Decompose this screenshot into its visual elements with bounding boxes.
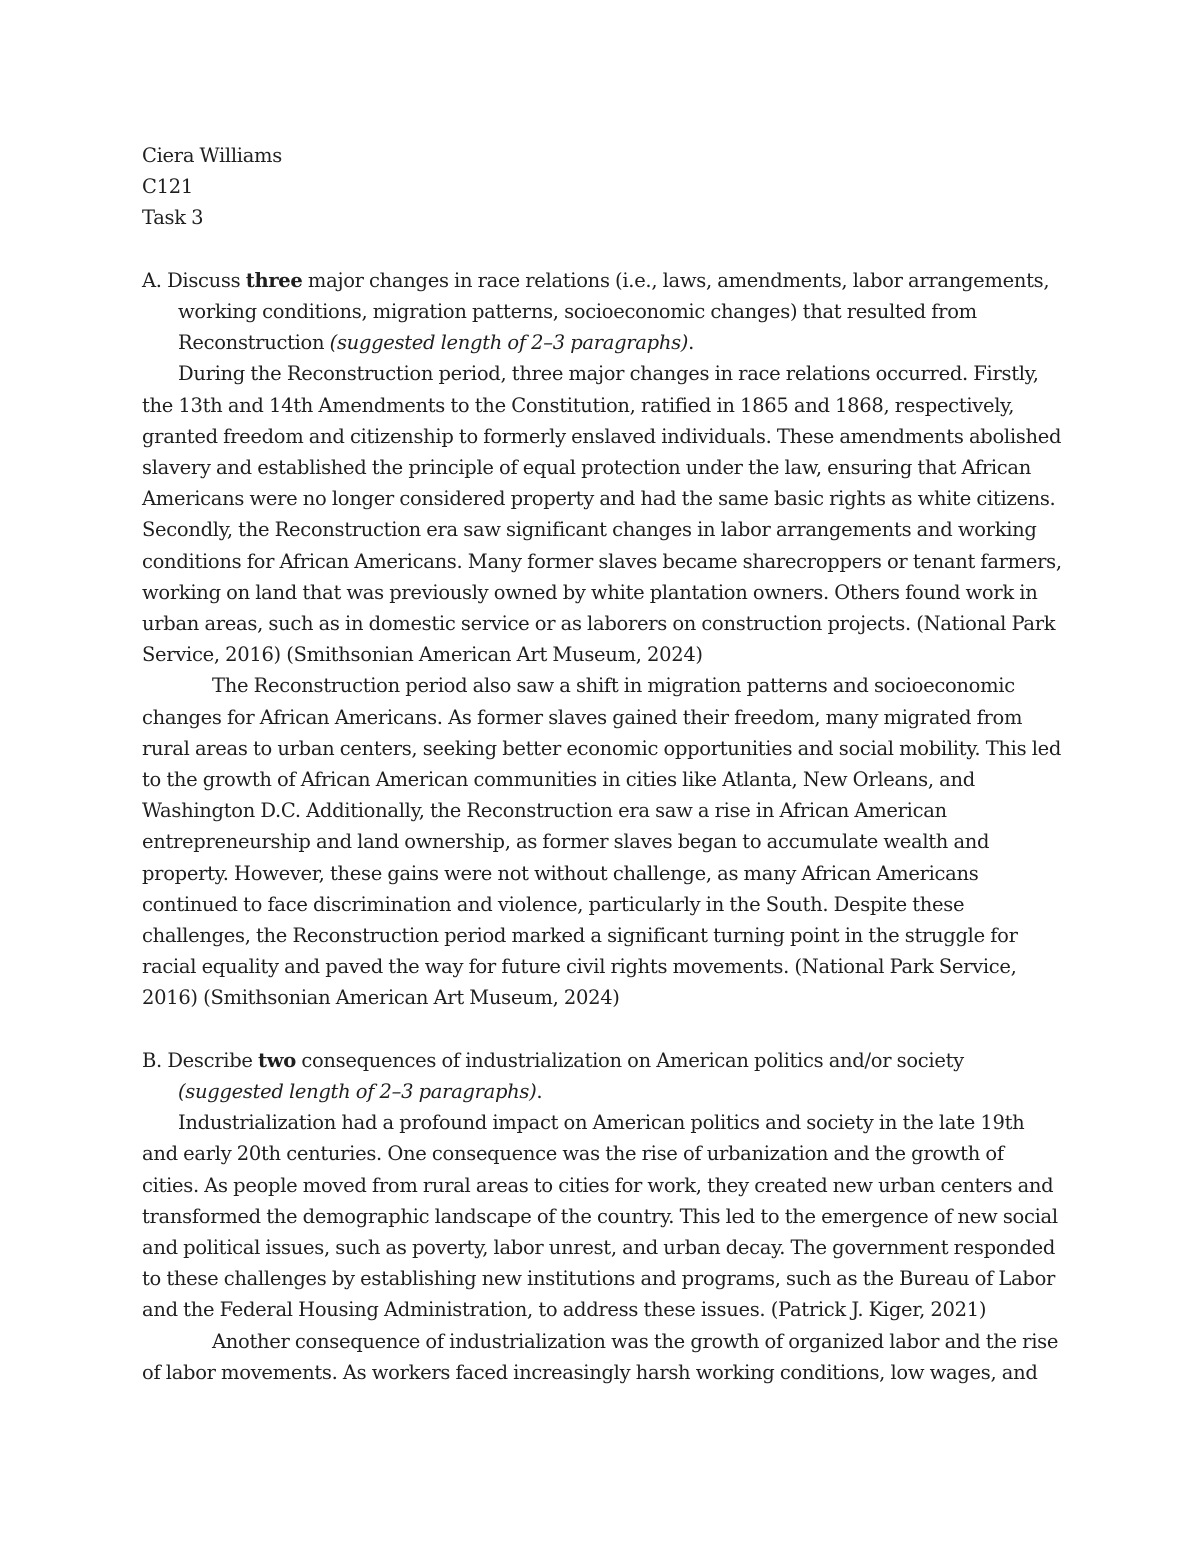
author-name: Ciera Williams <box>142 144 282 167</box>
section-b-prompt-end: . <box>536 1080 543 1104</box>
task-label: Task 3 <box>142 206 204 230</box>
document-page <box>142 140 1062 1388</box>
section-b-prompt-prefix: B. Describe <box>142 1048 259 1072</box>
section-b-prompt-italic: (suggested length of 2–3 paragraphs) <box>178 1080 537 1104</box>
section-a-prompt-bold: three <box>245 268 303 292</box>
section-a-prompt-text: major changes in race relations (i.e., laws, amendments, labor arrangements, working conditions, migration patterns, socioeconomic changes) that resulted from Reconstruction <box>178 268 1050 355</box>
section-b-paragraph-2: Another consequence of industrialization was the growth of organized labor and the rise of labor movements. As workers faced increasingly harsh working conditions, low wages, and <box>142 1329 1059 1384</box>
course-code: C121 <box>142 175 193 199</box>
section-a-paragraph-1: During the Reconstruction period, three major changes in race relations occurred. Firstly, the 13th and 14th Amendments to the Constitution, ratified in 1865 and 1868, respectively, granted freedom and citizenship to formerly enslaved individuals. These amendments abolished slavery and established the principle of equal protection under the law, ensuring that African Americans were no longer considered property and had the same basic rights as white citizens. Secondly, the Reconstruction era saw significant changes in labor arrangements and working conditions for African Americans. Many former slaves became sharecroppers or tenant farmers, working on land that was previously owned by white plantation owners. Others found work in urban areas, such as in domestic service or as laborers on construction projects. (National Park Service, 2016) (Smithsonian American Art Museum, 2024) <box>142 362 1062 667</box>
section-a-prompt <box>142 265 1062 359</box>
section-a-prompt-italic: (suggested length of 2–3 paragraphs) <box>329 331 689 355</box>
section-a-prompt-prefix: A. Discuss <box>142 268 246 292</box>
section-b-prompt <box>142 1045 1062 1076</box>
spacer <box>142 234 1062 265</box>
section-b-prompt-text: consequences of industrialization on American politics and/or society <box>295 1048 964 1072</box>
spacer <box>142 1014 1062 1045</box>
section-a-paragraph-2: The Reconstruction period also saw a shift in migration patterns and socioeconomic changes for African Americans. As former slaves gained their freedom, many migrated from rural areas to urban centers, seeking better economic opportunities and social mobility. This led to the growth of African American communities in cities like Atlanta, New Orleans, and Washington D.C. Additionally, the Reconstruction era saw a rise in African American entrepreneurship and land ownership, as former slaves began to accumulate wealth and property. However, these gains were not without challenge, as many African Americans continued to face discrimination and violence, particularly in the South. Despite these challenges, the Reconstruction period marked a significant turning point in the struggle for racial equality and paved the way for future civil rights movements. (National Park Service, 2016) (Smithsonian American Art Museum, 2024) <box>142 674 1062 1010</box>
section-b-prompt-bold: two <box>258 1048 296 1072</box>
section-b-prompt-line2 <box>142 1076 1062 1107</box>
section-a-prompt-end: . <box>688 331 694 355</box>
section-b-paragraph-1: Industrialization had a profound impact on American politics and society in the late 19th and early 20th centuries. One consequence was the rise of urbanization and the growth of cities. As people moved from rural areas to cities for work, they created new urban centers and transformed the demographic landscape of the country. This led to the emergence of new social and political issues, such as poverty, labor unrest, and urban decay. The government responded to these challenges by establishing new institutions and programs, such as the Bureau of Labor and the Federal Housing Administration, to address these issues. (Patrick J. Kiger, 2021) <box>142 1111 1058 1322</box>
